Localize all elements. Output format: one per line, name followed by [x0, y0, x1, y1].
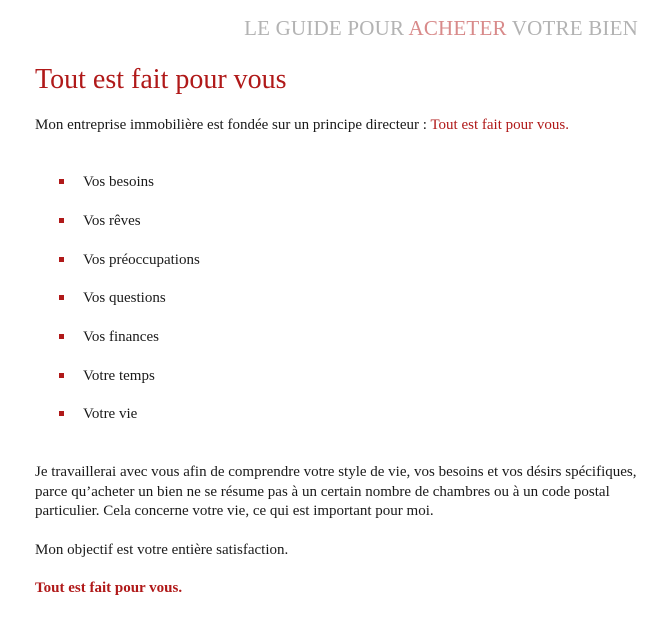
- bullet-square-icon: [59, 257, 64, 262]
- bullet-square-icon: [59, 218, 64, 223]
- header-text-start: LE GUIDE POUR: [244, 16, 409, 40]
- page-title: Tout est fait pour vous: [35, 64, 287, 95]
- header-text-end: VOTRE BIEN: [506, 16, 638, 40]
- bullet-square-icon: [59, 334, 64, 339]
- header-text-accent: ACHETER: [408, 16, 507, 40]
- list-item-text: Vos préoccupations: [83, 252, 200, 268]
- list-item-text: Votre temps: [83, 368, 155, 384]
- intro-highlight: Tout est fait pour vous.: [430, 117, 569, 133]
- list-item: [0, 366, 400, 386]
- list-item: [0, 327, 400, 347]
- list-item-text: Vos besoins: [83, 174, 154, 190]
- body-paragraph: Je travaillerai avec vous afin de comprendre votre style de vie, vos besoins et vos désirs spécifiques, parce qu’acheter un bien ne se résume pas à un certain nombre de chambres ou à un code postal particulier. Cela concerne votre vie, ce qui est important pour moi.: [35, 464, 637, 519]
- list-item-text: Vos finances: [83, 329, 159, 345]
- list-item-text: Votre vie: [83, 406, 138, 422]
- list-item: [0, 404, 400, 424]
- bullet-square-icon: [59, 295, 64, 300]
- list-item: [0, 288, 400, 308]
- bullet-square-icon: [59, 179, 64, 184]
- list-item: [0, 172, 400, 192]
- intro-paragraph: [35, 116, 569, 135]
- list-item: [0, 250, 400, 270]
- document-header: [244, 16, 638, 41]
- closing-statement: Tout est fait pour vous.: [35, 580, 183, 596]
- bullet-square-icon: [59, 373, 64, 378]
- intro-text: Mon entreprise immobilière est fondée sur un principe directeur :: [35, 117, 431, 133]
- bullet-square-icon: [59, 411, 64, 416]
- list-item: [0, 211, 400, 231]
- objective-paragraph: Mon objectif est votre entière satisfaction.: [35, 542, 289, 558]
- list-item-text: Vos questions: [83, 290, 166, 306]
- list-item-text: Vos rêves: [83, 213, 141, 229]
